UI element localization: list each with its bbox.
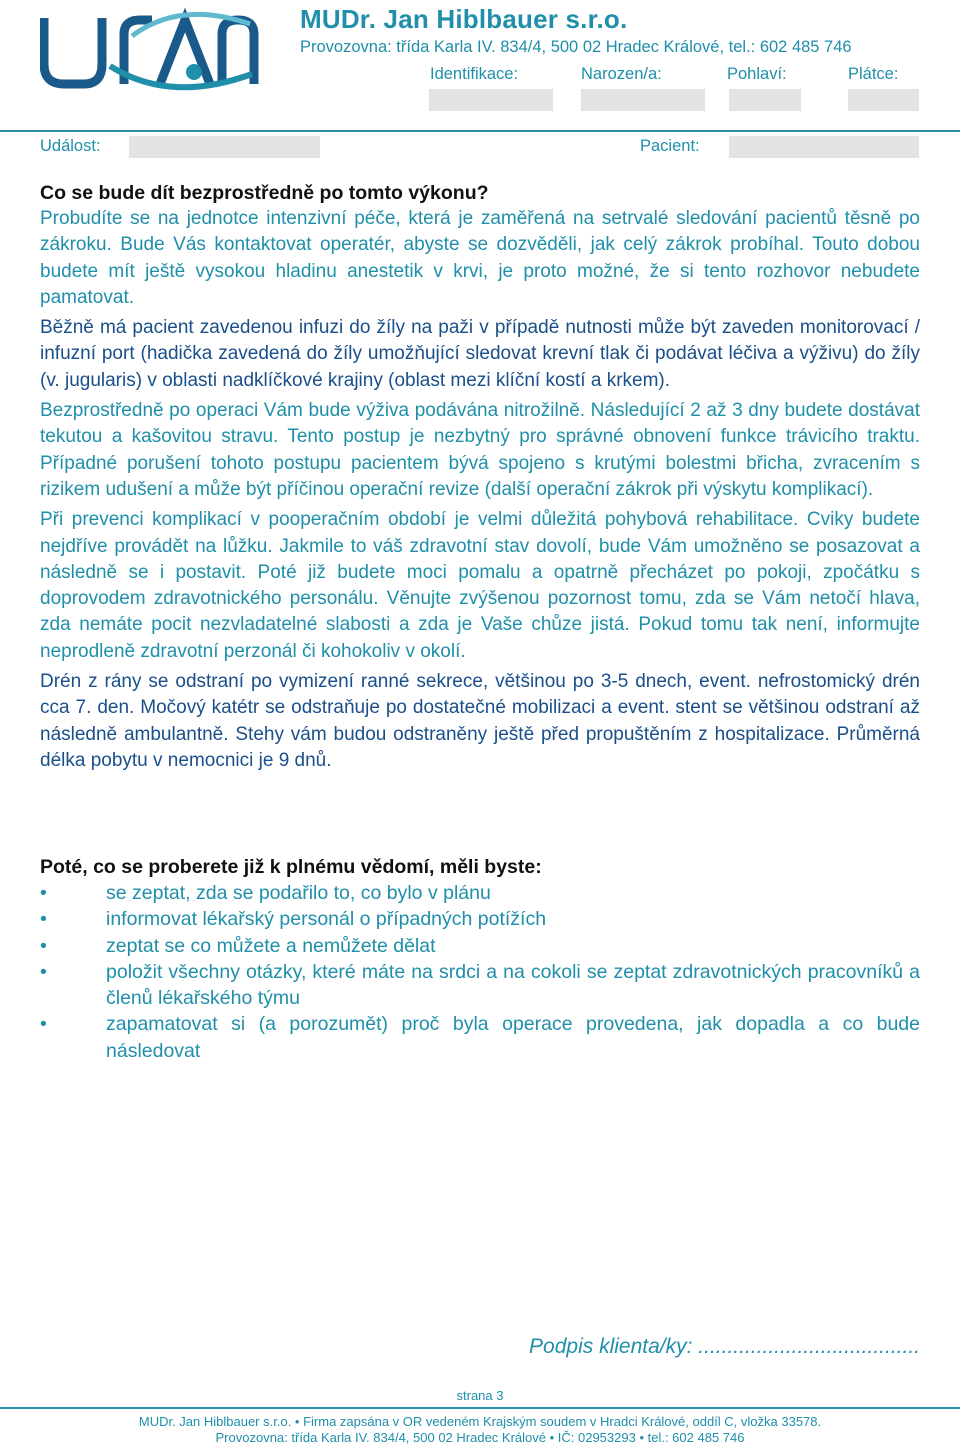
pohlavi-field[interactable] xyxy=(729,89,801,111)
list-item: • informovat lékařský personál o případných potížích xyxy=(40,906,920,932)
footer-line-2: Provozovna: třída Karla IV. 834/4, 500 02 Hradec Králové • IČ: 02953293 • tel.: 602 485 746 xyxy=(215,1430,745,1445)
list-item: • zeptat se co můžete a nemůžete dělat xyxy=(40,933,920,959)
udalost-field[interactable] xyxy=(129,136,320,158)
list-item: • se zeptat, zda se podařilo to, co bylo v plánu xyxy=(40,880,920,906)
section-after-procedure xyxy=(40,180,920,774)
bullet-icon: • xyxy=(40,882,47,904)
pacient-label: Pacient: xyxy=(640,137,700,155)
paragraph-infusion: Běžně má pacient zavedenou infuzi do žíly na paži v případě nutnosti může být zaveden monitorovací / infuzní port (hadička zavedená do žíly umožňující sledovat krevní tlak či podávat léčiva a výživu) do žíly (v. jugularis) v oblasti nadklíčkové krajiny (oblast mezi klíční kostí a krkem). xyxy=(40,317,920,391)
platce-label: Plátce: xyxy=(848,65,899,83)
page-number: strana 3 xyxy=(456,1388,504,1403)
company-name: MUDr. Jan Hiblbauer s.r.o. xyxy=(300,4,628,34)
bullet-icon: • xyxy=(40,1013,47,1036)
pohlavi-label: Pohlaví: xyxy=(727,65,787,83)
pacient-field[interactable] xyxy=(729,136,919,158)
paragraph-wake-up: Probudíte se na jednotce intenzivní péče, která je zaměřená na setrvalé sledování pacientů těsně po zákroku. Bude Vás kontaktovat operatér, abyste se dozvěděli, jak celý zákrok probíhal. Touto dobou budete mít ještě vysokou hladinu anestetik v krvi, je proto možné, že si tento rozhovor nebudete pamatovat. xyxy=(40,208,920,308)
company-address: Provozovna: třída Karla IV. 834/4, 500 02 Hradec Králové, tel.: 602 485 746 xyxy=(300,38,852,56)
list-item: • položit všechny otázky, které máte na srdci a na cokoli se zeptat zdravotnických pracovníků a členů lékařského týmu xyxy=(40,960,920,1010)
footer-line-1: MUDr. Jan Hiblbauer s.r.o. • Firma zapsána v OR vedeném Krajským soudem v Hradci Králové, oddíl C, vložka 33578. xyxy=(138,1414,822,1429)
bullet-icon: • xyxy=(40,908,47,931)
list-item: • zapamatovat si (a porozumět) proč byla operace provedena, jak dopadla a co bude následovat xyxy=(40,1013,920,1062)
identifikace-field[interactable] xyxy=(429,89,553,111)
paragraph-nutrition: Bezprostředně po operaci Vám bude výživa podávána nitrožilně. Následující 2 až 3 dny budete dostávat tekutou a kašovitou stravu. Tento postup je nezbytný pro správné obnovení funkce trávicího traktu. Případné porušení tohoto postupu pacientem bývá spojeno s krutými bolestmi břicha, zvracením s rizikem udušení a může být příčinou operační revize (další operační zákrok při výskytu komplikací). xyxy=(40,400,920,500)
section1-heading: Co se bude dít bezprostředně po tomto výkonu? xyxy=(40,182,489,204)
bullet-icon: • xyxy=(40,960,47,983)
narozen-label: Narozen/a: xyxy=(581,65,662,83)
section2-heading: Poté, co se proberete již k plnému vědomí, měli byste: xyxy=(40,856,542,878)
header-divider xyxy=(0,130,960,132)
paragraph-rehabilitation: Při prevenci komplikací v pooperačním období je velmi důležitá pohybová rehabilitace. Cviky budete nejdříve provádět na lůžku. Jakmile to váš zdravotní stav dovolí, bude Vám umožněno se posazovat a následně se i postavit. Poté již budete moci pomalu a opatrně přecházet po pokoji, zpočátku s doprovodem zdravotnického personálu. Věnujte zvýšenou pozornost tomu, zda se Vám netočí hlava, zda nemáte pocit nezvladatelné slabosti a zda je Vaše chůze jistá. Pokud tomu tak není, informujte neprodleně zdravotní perzonál či kohokoliv v okolí. xyxy=(40,509,920,662)
paragraph-drain: Drén z rány se odstraní po vymizení ranné sekrece, většinou po 3-5 dnech, event. nefrostomický drén cca 7. den. Močový katétr se odstraňuje po dostatečné mobilizaci a event. stent se většinou odstraní až následně ambulantně. Stehy vám budou odstraněny ještě před propuštěním z hospitalizace. Průměrná délka pobytu v nemocnici je 9 dnů. xyxy=(40,671,920,771)
narozen-field[interactable] xyxy=(581,89,705,111)
identifikace-label: Identifikace: xyxy=(430,65,519,83)
uran-logo-icon xyxy=(40,6,262,114)
uran-logo xyxy=(40,6,262,114)
footer-divider xyxy=(0,1407,960,1409)
signature-line[interactable]: Podpis klienta/ky: ...................................... xyxy=(529,1335,920,1358)
udalost-label: Událost: xyxy=(40,137,101,155)
section-after-waking xyxy=(40,854,920,1064)
bullet-icon: • xyxy=(40,934,47,957)
advice-list xyxy=(40,880,920,1064)
platce-field[interactable] xyxy=(848,89,919,111)
